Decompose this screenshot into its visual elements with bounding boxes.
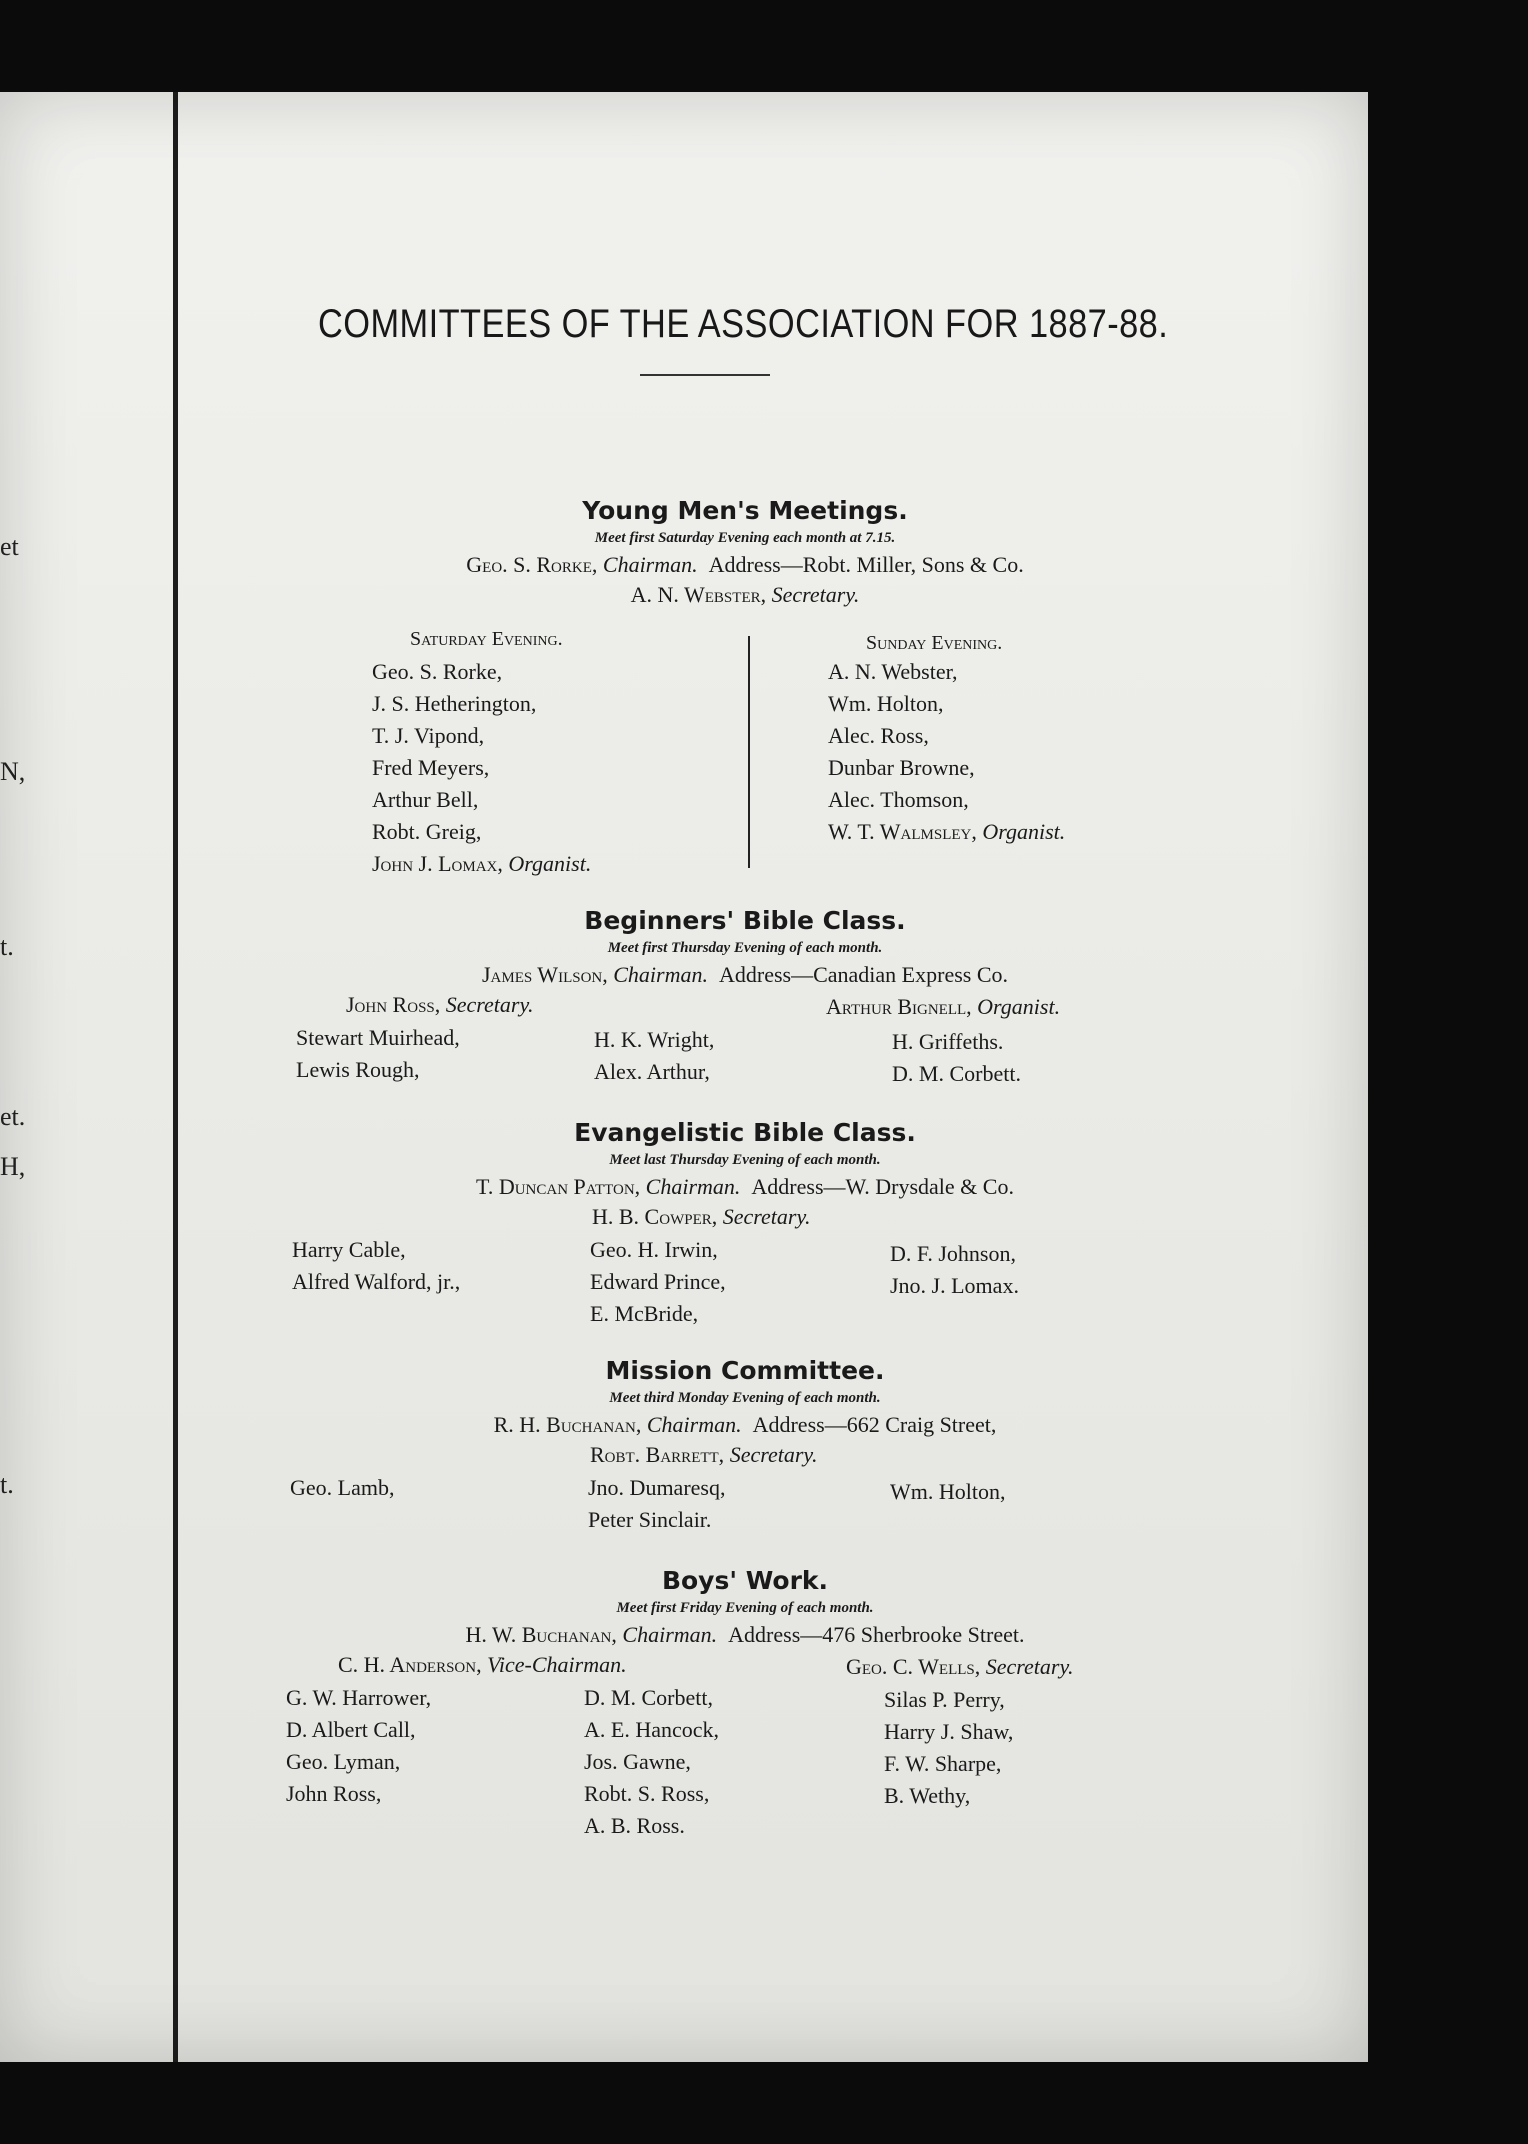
secretary-name: Robt. Barrett,: [590, 1442, 725, 1467]
list-item: A. N. Webster,: [828, 659, 958, 684]
member-column: [290, 1472, 394, 1504]
vice-chairman-line: [338, 1652, 627, 1678]
chairman-line: [180, 962, 1310, 988]
address: Address—476 Sherbrooke Street.: [728, 1622, 1025, 1647]
list-item: Alfred Walford, jr.,: [292, 1269, 461, 1294]
list-item: Harry J. Shaw,: [884, 1719, 1014, 1744]
meeting-schedule: Meet first Thursday Evening of each month.: [607, 940, 883, 956]
list-item: Jno. J. Lomax.: [890, 1273, 1019, 1298]
list-item: D. Albert Call,: [286, 1717, 416, 1742]
list-item: Robt. S. Ross,: [584, 1781, 710, 1806]
title-rule: [640, 374, 770, 376]
list-item: Dunbar Browne,: [828, 755, 975, 780]
list-item: F. W. Sharpe,: [884, 1751, 1002, 1776]
secretary-role: Secretary.: [985, 1654, 1074, 1679]
left-fragment: t.: [0, 1470, 14, 1499]
chairman-role: Chairman.: [646, 1412, 742, 1437]
list-item: Alex. Arthur,: [594, 1059, 710, 1084]
list-item: [372, 848, 591, 880]
address: Address—W. Drysdale & Co.: [751, 1174, 1014, 1199]
chairman-line: [180, 1622, 1310, 1648]
list-item: T. J. Vipond,: [372, 723, 485, 748]
secretary-name: H. B. Cowper,: [592, 1204, 718, 1229]
chairman-line: [180, 1412, 1310, 1438]
page-gutter-line: [173, 92, 178, 2062]
chairman-role: Chairman.: [645, 1174, 741, 1199]
list-item: D. F. Johnson,: [890, 1241, 1016, 1266]
chairman-line: [180, 1174, 1310, 1200]
list-item: Geo. H. Irwin,: [590, 1237, 718, 1262]
member-column: [584, 1682, 719, 1842]
section-heading: Beginners' Bible Class.: [584, 906, 906, 935]
meeting-schedule: Meet first Friday Evening of each month.: [616, 1600, 874, 1616]
secretary-line: [346, 992, 534, 1018]
organist-line: [826, 994, 1060, 1020]
list-item: Alec. Ross,: [828, 723, 929, 748]
sunday-list: [828, 656, 1065, 848]
list-item: Lewis Rough,: [296, 1057, 420, 1082]
left-fragment: t.: [0, 932, 14, 961]
secretary-role: Secretary.: [729, 1442, 818, 1467]
left-fragment: et.: [0, 1102, 26, 1131]
chairman-name: Geo. S. Rorke,: [466, 552, 598, 577]
secretary-line: [590, 1442, 817, 1468]
left-fragment: H,: [0, 1152, 26, 1181]
meeting-schedule: Meet last Thursday Evening of each month.: [609, 1152, 881, 1168]
list-item: A. E. Hancock,: [584, 1717, 720, 1742]
chairman-role: Chairman.: [622, 1622, 718, 1647]
chairman-name: James Wilson,: [481, 962, 608, 987]
organist-role: Organist.: [508, 851, 592, 876]
list-item: B. Wethy,: [884, 1783, 971, 1808]
list-item: John Ross,: [286, 1781, 382, 1806]
secretary-name: A. N. Webster,: [630, 582, 767, 607]
member-column: [890, 1238, 1019, 1302]
section-heading: Boys' Work.: [661, 1566, 829, 1595]
member-column: [594, 1024, 714, 1088]
address: Address—662 Craig Street,: [752, 1412, 997, 1437]
list-item: E. McBride,: [590, 1301, 699, 1326]
secretary-name: John Ross,: [346, 992, 441, 1017]
list-item: D. M. Corbett,: [584, 1685, 713, 1710]
chairman-role: Chairman.: [613, 962, 708, 987]
chairman-name: H. W. Buchanan,: [465, 1622, 617, 1647]
list-item: Wm. Holton,: [828, 691, 944, 716]
list-item: A. B. Ross.: [584, 1813, 685, 1838]
list-item: Edward Prince,: [590, 1269, 726, 1294]
list-item: Jos. Gawne,: [584, 1749, 691, 1774]
list-item: Fred Meyers,: [372, 755, 490, 780]
organist-role: Organist.: [977, 994, 1061, 1019]
section-heading: Mission Committee.: [605, 1356, 885, 1385]
list-item: Alec. Thomson,: [828, 787, 969, 812]
secretary-name: Geo. C. Wells,: [846, 1654, 981, 1679]
member-column: [890, 1476, 1006, 1508]
list-item: Robt. Greig,: [372, 819, 482, 844]
list-item: H. Griffeths.: [892, 1029, 1004, 1054]
member-column: [588, 1472, 725, 1536]
saturday-list: [372, 656, 591, 880]
list-item: Arthur Bell,: [372, 787, 479, 812]
list-item: Harry Cable,: [292, 1237, 406, 1262]
list-item: Jno. Dumaresq,: [588, 1475, 726, 1500]
member-column: [292, 1234, 460, 1298]
address: Address—Canadian Express Co.: [719, 962, 1009, 987]
page-title: COMMITTEES OF THE ASSOCIATION FOR 1887-88.: [318, 302, 1169, 346]
member-column: [286, 1682, 431, 1810]
list-item: Wm. Holton,: [890, 1479, 1006, 1504]
list-item: [828, 816, 1065, 848]
list-item: H. K. Wright,: [594, 1027, 715, 1052]
address: Address—Robt. Miller, Sons & Co.: [708, 552, 1024, 577]
chairman-line: [180, 552, 1310, 578]
secretary-line: [846, 1654, 1074, 1680]
organist-name: Arthur Bignell,: [826, 994, 972, 1019]
list-item: Silas P. Perry,: [884, 1687, 1005, 1712]
secretary-role: Secretary.: [771, 582, 860, 607]
organist-name: W. T. Walmsley,: [828, 819, 977, 844]
list-item: Geo. Lyman,: [286, 1749, 401, 1774]
member-column: [296, 1022, 460, 1086]
list-item: J. S. Hetherington,: [372, 691, 537, 716]
saturday-heading: Saturday Evening.: [410, 628, 563, 650]
column-divider: [748, 636, 750, 868]
list-item: Geo. S. Rorke,: [372, 659, 503, 684]
left-fragment: N,: [0, 757, 26, 786]
list-item: Peter Sinclair.: [588, 1507, 712, 1532]
meeting-schedule: Meet third Monday Evening of each month.: [609, 1390, 881, 1406]
member-column: [892, 1026, 1021, 1090]
list-item: G. W. Harrower,: [286, 1685, 432, 1710]
secretary-role: Secretary.: [445, 992, 534, 1017]
secretary-role: Secretary.: [722, 1204, 811, 1229]
list-item: Stewart Muirhead,: [296, 1025, 460, 1050]
left-fragment: et: [0, 532, 19, 561]
meeting-schedule: Meet first Saturday Evening each month at 7.15.: [594, 530, 896, 546]
vice-chairman-name: C. H. Anderson,: [338, 1652, 482, 1677]
organist-role: Organist.: [982, 819, 1066, 844]
section-heading: Young Men's Meetings.: [582, 496, 908, 525]
vice-chairman-role: Vice-Chairman.: [487, 1652, 627, 1677]
secretary-line: [592, 1204, 811, 1230]
chairman-role: Chairman.: [602, 552, 698, 577]
sunday-heading: Sunday Evening.: [866, 632, 1003, 654]
list-item: D. M. Corbett.: [892, 1061, 1021, 1086]
list-item: Geo. Lamb,: [290, 1475, 395, 1500]
chairman-name: T. Duncan Patton,: [476, 1174, 641, 1199]
member-column: [590, 1234, 726, 1330]
chairman-name: R. H. Buchanan,: [493, 1412, 642, 1437]
organist-name: John J. Lomax,: [372, 851, 503, 876]
member-column: [884, 1684, 1013, 1812]
document-page: [0, 92, 1368, 2062]
section-heading: Evangelistic Bible Class.: [574, 1118, 916, 1147]
secretary-line: [180, 582, 1310, 608]
